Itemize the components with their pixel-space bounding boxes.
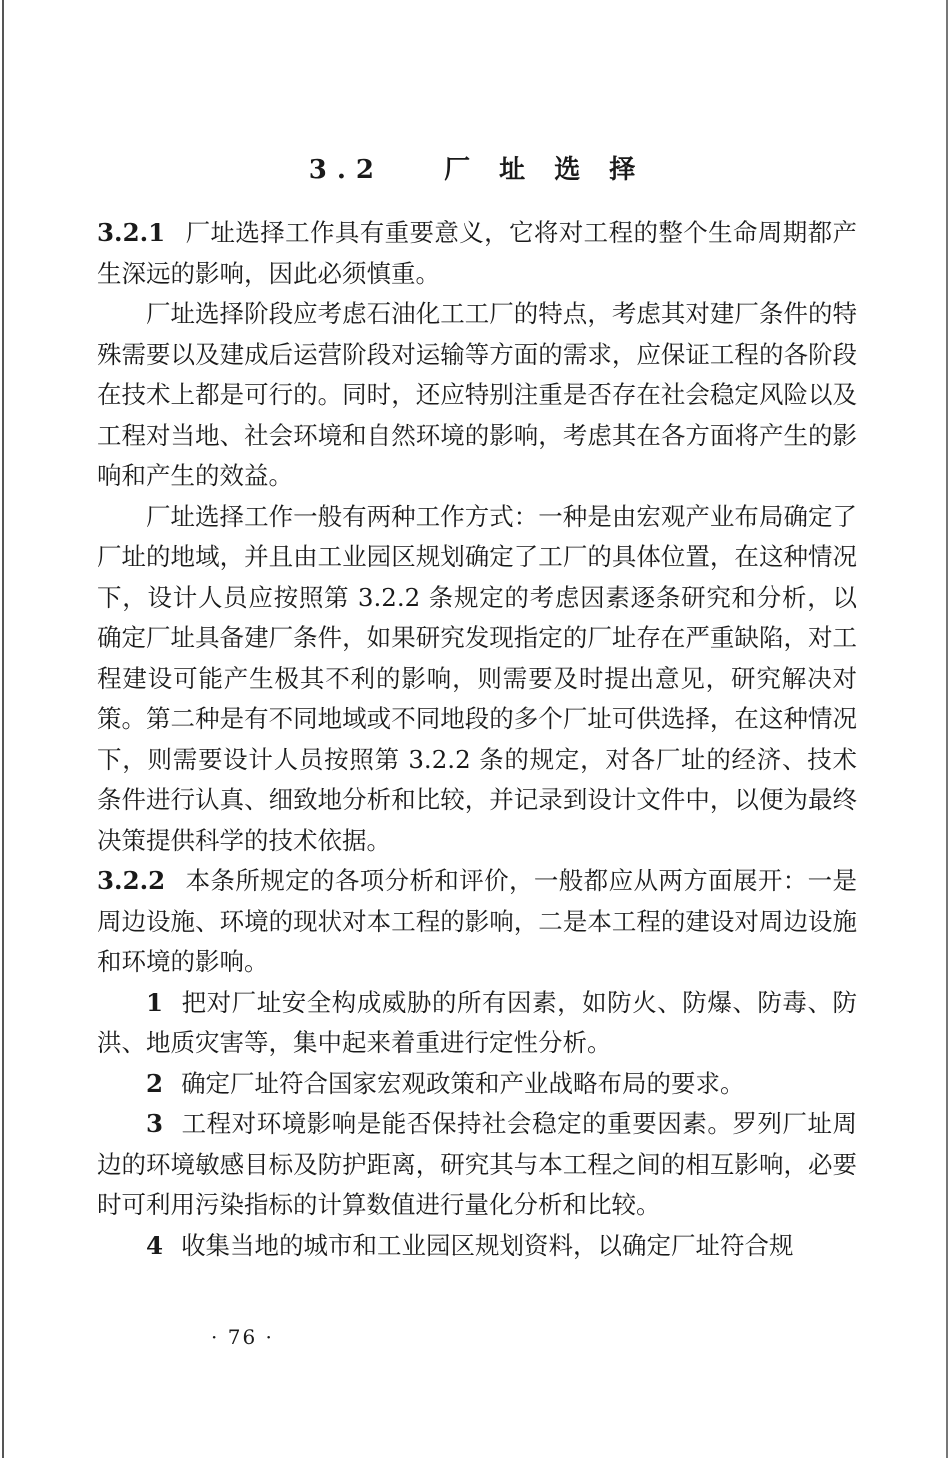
page-border-left [2,0,4,1458]
item-number: 3 [146,1109,164,1138]
list-item [97,1226,857,1267]
paragraph-text: 本条所规定的各项分析和评价，一般都应从两方面展开：一是周边设施、环境的现状对本工程的影响，二是本工程的建设对周边设施和环境的影响。 [97,866,857,976]
section-number: 3.2 [308,155,384,185]
item-text: 确定厂址符合国家宏观政策和产业战略布局的要求。 [181,1068,745,1098]
body-text [97,213,857,1266]
clause-3-2-1-para-3: 厂址选择工作一般有两种工作方式：一种是由宏观产业布局确定了厂址的地域，并且由工业园区规划确定了工厂的具体位置，在这种情况下，设计人员应按照第 3.2.2 条规定的考虑因素逐条研究和分析，以确定厂址具备建厂条件，如果研究发现指定的厂址存在严重缺陷，对工程建设可能产生极其不利的影响，则需要及时提出意见，研究解决对策。第二种是有不同地域或不同地段的多个厂址可供选择，在这种情况下，则需要设计人员按照第 3.2.2 条的规定，对各厂址的经济、技术条件进行认真、细致地分析和比较，并记录到设计文件中，以便为最终决策提供科学的技术依据。 [97,501,857,855]
clause-3-2-2-para-1 [97,861,857,983]
item-text: 工程对环境影响是能否保持社会稳定的重要因素。罗列厂址周边的环境敏感目标及防护距离，研究其与本工程之间的相互影响，必要时可利用污染指标的计算数值进行量化分析和比较。 [97,1109,857,1219]
clause-3-2-1-para-1 [97,213,857,294]
clause-number: 3.2.1 [97,218,166,247]
clause-3-2-1-para-2: 厂址选择阶段应考虑石油化工工厂的特点，考虑其对建厂条件的特殊需要以及建成后运营阶段对运输等方面的需求，应保证工程的各阶段在技术上都是可行的。同时，还应特别注重是否存在社会稳定风险以及工程对当地、社会环境和自然环境的影响，考虑其在各方面将产生的影响和产生的效益。 [97,299,857,490]
clause-number: 3.2.2 [97,866,166,895]
item-number: 2 [146,1068,164,1098]
list-item [97,983,857,1064]
page-border-right [946,0,948,1458]
paragraph-text: 厂址选择工作具有重要意义，它将对工程的整个生命周期都产生深远的影响，因此必须慎重。 [97,218,857,288]
list-item [97,1064,857,1105]
item-number: 4 [146,1230,164,1260]
section-title: 厂 址 选 择 [444,155,646,185]
list-item [97,1104,857,1226]
item-number: 1 [146,987,164,1017]
section-heading [97,150,857,190]
item-text: 把对厂址安全构成威胁的所有因素，如防火、防爆、防毒、防洪、地质灾害等，集中起来着重进行定性分析。 [97,987,857,1057]
page-number: · 76 · [211,1325,274,1349]
item-text: 收集当地的城市和工业园区规划资料，以确定厂址符合规 [181,1230,794,1260]
